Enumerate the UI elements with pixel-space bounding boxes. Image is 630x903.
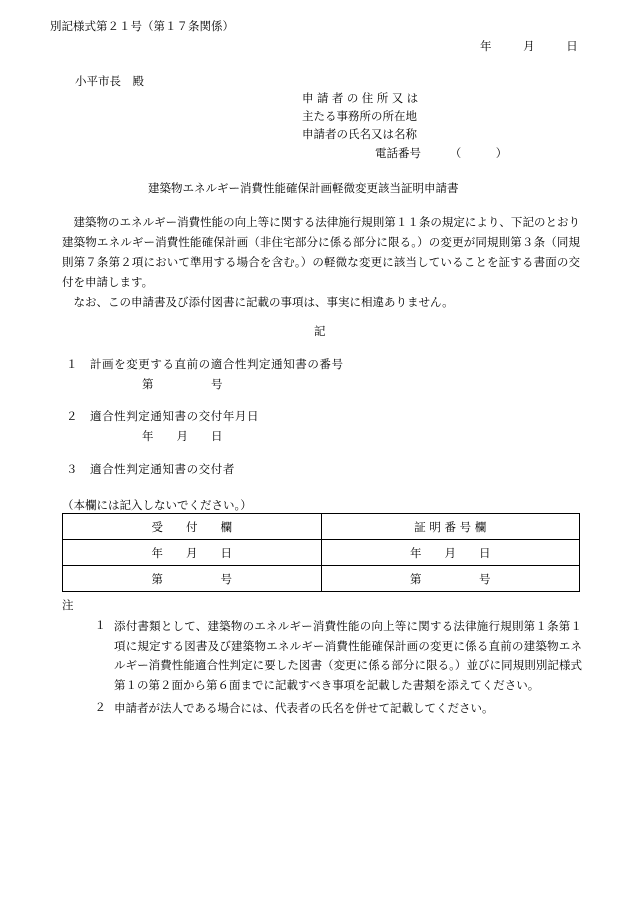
office-use-table — [62, 513, 580, 592]
body-paragraph: なお、この申請書及び添付図書に記載の事項は、事実に相違ありません。 — [73, 295, 454, 309]
note-text: 申請者が法人である場合には、代表者の氏名を併せて記載してください。 — [114, 701, 494, 715]
note-number: １ — [94, 618, 106, 632]
note-item — [62, 617, 582, 695]
applicant-address-label: 申請者の住所又は — [302, 91, 422, 105]
date-line: 年 月 日 — [480, 39, 581, 53]
item-sub: 第 号 — [142, 377, 223, 391]
note-item — [62, 699, 582, 719]
notes-heading: 注 — [62, 598, 74, 612]
item-sub: 年 月 日 — [142, 429, 223, 443]
applicant-name-label: 申請者の氏名又は名称 — [302, 127, 417, 141]
certificate-number-header: 証 明 番 号 欄 — [321, 514, 580, 540]
document-title: 建築物エネルギー消費性能確保計画軽微変更該当証明申請書 — [148, 181, 459, 195]
note-number: ２ — [94, 700, 106, 714]
body-text — [62, 212, 580, 312]
table-row — [63, 514, 580, 540]
ki-heading: 記 — [314, 324, 326, 338]
certificate-number-cell: 第 号 — [321, 566, 580, 592]
reception-header: 受 付 欄 — [63, 514, 322, 540]
office-location-label: 主たる事務所の所在地 — [302, 109, 417, 123]
notes-section — [62, 597, 582, 719]
reception-date-cell: 年 月 日 — [63, 540, 322, 566]
certificate-date-cell: 年 月 日 — [321, 540, 580, 566]
item-number: ２ — [66, 409, 78, 423]
note-text: 添付書類として、建築物のエネルギー消費性能の向上等に関する法律施行規則第１条第１項に規定する図書及び建築物エネルギー消費性能確保計画の変更に係る直前の建築物エネルギー消費性能適合性判定に要した図書（変更に係る部分に限る。）並びに同規則別記様式第１の第２面から第６面までに記載すべき事項を記載した書類を添えてください。 — [114, 619, 582, 692]
item-label: 計画を変更する直前の適合性判定通知書の番号 — [90, 357, 344, 371]
table-note: （本欄には記入しないでください。） — [62, 498, 252, 512]
table-row — [63, 566, 580, 592]
body-paragraph: 建築物のエネルギー消費性能の向上等に関する法律施行規則第１１条の規定により、下記のとおり建築物エネルギー消費性能確保計画（非住宅部分に係る部分に限る。）の変更が同規則第３条（同規則第７条第２項において準用する場合を含む。）の軽微な変更に該当していることを証する書面の交付を申請します。 — [62, 215, 580, 289]
item-label: 適合性判定通知書の交付者 — [90, 462, 235, 476]
item-label: 適合性判定通知書の交付年月日 — [90, 409, 260, 423]
addressee: 小平市長 殿 — [75, 74, 144, 88]
phone-label: 電話番号 （ ） — [375, 146, 508, 160]
table-row — [63, 540, 580, 566]
item-number: １ — [66, 357, 78, 371]
reception-number-cell: 第 号 — [63, 566, 322, 592]
item-number: ３ — [66, 462, 78, 476]
form-number: 別記様式第２１号（第１７条関係） — [50, 19, 234, 33]
